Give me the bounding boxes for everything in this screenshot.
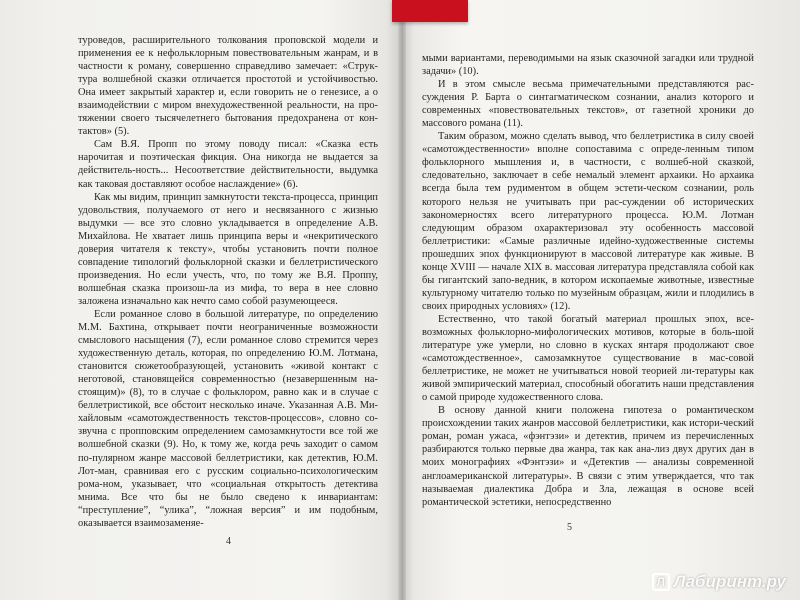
right-page [402, 0, 800, 600]
left-paragraph-3: Как мы видим, принцип замкнутости текста-процесса, принцип удовольствия, получаемого от него и несвязанного с жизнью выдумки — все это словно укладывается в определение А.В. Михайлова. Не хватает лишь принципа веры и «некритического доверия читателя к тексту», чтобы установить почти полное совпадение типологий фольклорной сказки и беллетристического произведения. Но если учесть, что, по тому же В.Я. Проппу, волшебная сказка произош-ла из мифа, то вера в нее словно заложена изначально как нечто само собой разумеющееся. [78, 191, 378, 307]
watermark-text: Лабиринт.ру [673, 572, 786, 591]
left-paragraph-1: туроведов, расширительного толкования проповской модели и применения ее к нефольклорным повествовательным жанрам, и в частности к роману, совершенно справедливо замечает: «Струк-тура волшебной сказки отличается простотой и устойчивостью. Она имеет закрытый характер и, если говорить не о генезисе, а о взаимодействии с миром внехудожественной реальности, на про-тяжении своего тысячелетнего бытования предохранена от кон-тактов» (5). [78, 35, 378, 138]
right-paragraph-3: Таким образом, можно сделать вывод, что беллетристика в силу своей «самотождественности» вполне сопоставима с опреде-ленным типом фольклорного мышления и, в частности, с волшеб-ной сказкой, следовательно, заключает в себе немалый элемент архаики. Но архаика всегда была тем рудиментом в общем эстети-ческом сознании, роль которого нельзя не учитывать при рас-суждении об исторических закономерностях всего литературного процесса. Ю.М. Лотман следующим образом охарактеризовал эту особенность массовой беллетристики: «Самые различные идейно-художественные системы прошедших эпох функционируют в массовой литературе как живые. В конце XVIII — начале XIX в. массовая литература представляла собой как бы гигантский запо-ведник, в котором ископаемые животные, известные культурному читателю только по музейным образцам, жили и плодились в своих природных условиях» (12). [422, 131, 754, 312]
labirint-logo-icon: Л [652, 573, 670, 591]
right-paragraph-2: И в этом смысле весьма примечательными представляются рас-суждения Р. Барта о синтагматическом сознании, анализ которого и современных «повествовательных текстов», от газетной хроники до массового романа (11). [422, 79, 754, 130]
left-paragraph-4: Если романное слово в большой литературе, по определению М.М. Бахтина, открывает почти неограниченные возможности смыслового насыщения (7), если романное слово стремится через художественную деталь, которая, по определению Ю.М. Лотмана, становится сюжетообразующей, установить «живой контакт с неготовой, становящейся современностью (незавершенным на-стоящим)» (8), то в случае с фольклором, равно как и в случае с беллетристикой, все обстоит несколько иначе. Указанная А.В. Ми-хайловым «самотождественность текстов-процессов», словно со-звучна с пропповским определением самозамкнутости все той же волшебной сказки (9). Но, к тому же, когда речь заходит о самом по-пулярном жанре массовой беллетристики, как детектив, Ю.М. Лот-ман, сравнивая его с русским социально-психологическим рома-ном, указывает, что «социальная открытость детектива мнима. Все что бы не было сведено к инвариантам: “преступление”, “улика”, “ложная версия” и им подобным, оказывается взаимозаменяе- [78, 308, 378, 529]
right-paragraph-5: В основу данной книги положена гипотеза о романтическом происхождении таких жанров массовой беллетристики, как истори-ческий роман, роман ужаса, «фэнтэзи» и детектив, причем из перечисленных разбираются только первые два жанра, так как ана-лиз двух других дан в моих монографиях «Фэнтэзи» и «Детектив — анализы современной англоамериканской литературы». В связи с этим утверждается, что так называемая диалектика Добра и Зла, лежащая в основе всей романтической эстетики, непосредственно [422, 405, 754, 508]
right-paragraph-1: мыми вариантами, переводимыми на язык сказочной загадки или трудной задачи» (10). [422, 53, 754, 78]
bookmark-ribbon [392, 0, 468, 22]
watermark-logo [652, 572, 786, 592]
left-paragraph-2: Сам В.Я. Пропп по этому поводу писал: «Сказка есть нарочитая и поэтическая фикция. Она никогда не выдается за действитель-ность... Несоответствие действительности, выдумка как таковая доставляют особое наслаждение» (6). [78, 139, 378, 190]
left-page-number: 4 [226, 536, 231, 547]
book-spine-gutter [398, 0, 406, 600]
right-page-number: 5 [567, 522, 572, 533]
right-paragraph-4: Естественно, что такой богатый материал прошлых эпох, все-возможных фольклорно-мифологических мотивов, которые в боль-шой литературе уже умерли, но словно в кусках янтаря продолжают свое «самотождественное», самозамкнутое существование в мас-совой беллетристике, не может не учитываться новой теорией ли-тературы как живой эмпирический материал, способный обогатить наши представления о самой природе художественного слова. [422, 313, 754, 404]
